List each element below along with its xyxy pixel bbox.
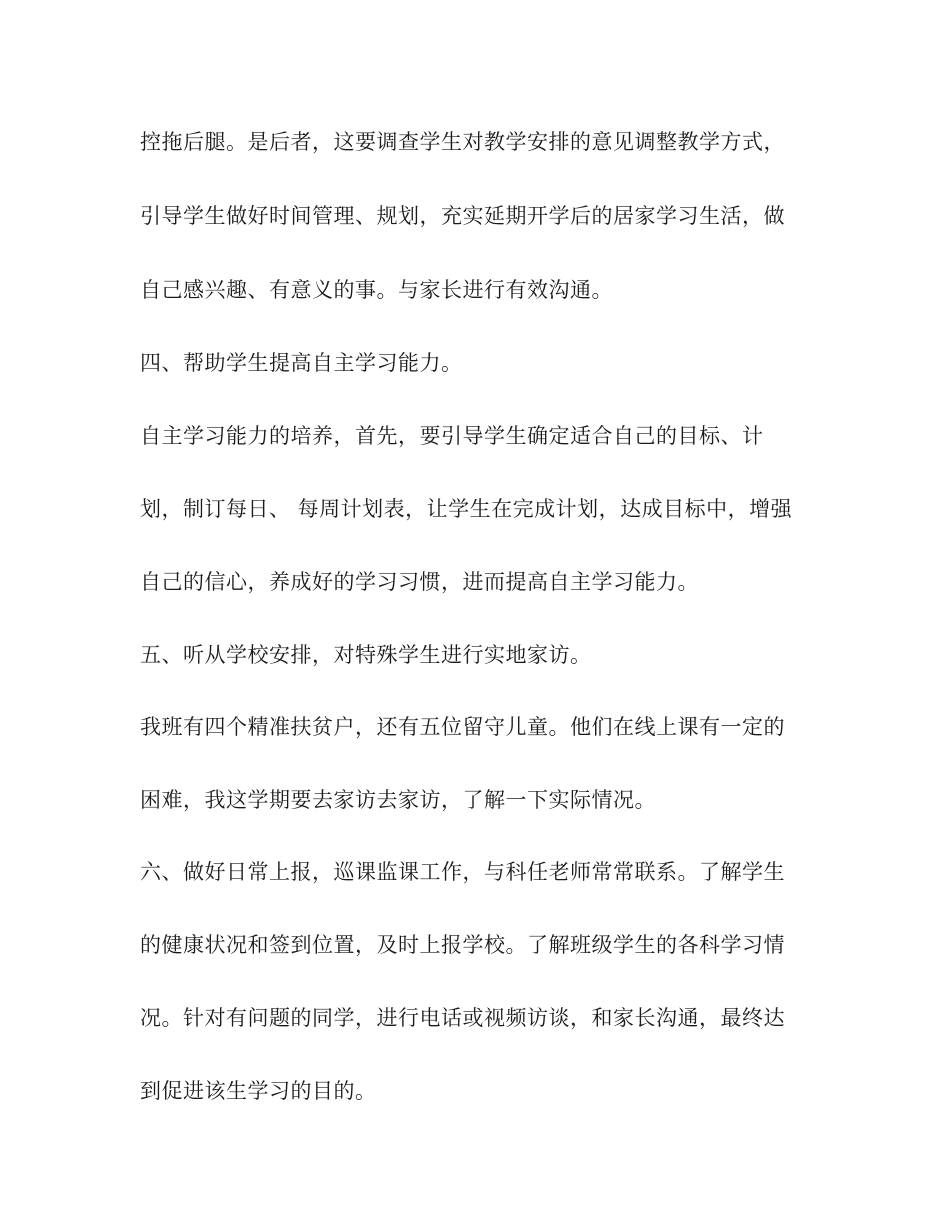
paragraph-line: 况。针对有问题的同学，进行电话或视频访谈，和家长沟通，最终达 (140, 1006, 785, 1030)
paragraph-line: 控拖后腿。是后者，这要调查学生对教学安排的意见调整教学方式， (140, 130, 785, 154)
section-heading: 六、做好日常上报，巡课监课工作，与科任老师常常联系。了解学生 (140, 860, 785, 884)
paragraph-line: 自己的信心，养成好的学习习惯，进而提高自主学习能力。 (140, 570, 699, 594)
paragraph-line: 到促进该生学习的目的。 (140, 1079, 377, 1103)
section-heading: 四、帮助学生提高自主学习能力。 (140, 351, 463, 375)
paragraph-line: 引导学生做好时间管理、规划，充实延期开学后的居家学习生活，做 (140, 204, 785, 228)
paragraph-line: 我班有四个精准扶贫户，还有五位留守儿童。他们在线上课有一定的 (140, 715, 785, 739)
paragraph-line: 自主学习能力的培养，首先，要引导学生确定适合自己的目标、计 (140, 424, 764, 448)
paragraph-line: 困难，我这学期要去家访去家访，了解一下实际情况。 (140, 788, 656, 812)
paragraph-line: 自己感兴趣、有意义的事。与家长进行有效沟通。 (140, 278, 613, 302)
paragraph-line: 的健康状况和签到位置，及时上报学校。了解班级学生的各科学习情 (140, 933, 785, 957)
paragraph-line: 划，制订每日、 每周计划表，让学生在完成计划，达成目标中，增强 (140, 497, 793, 521)
section-heading: 五、听从学校安排，对特殊学生进行实地家访。 (140, 643, 592, 667)
